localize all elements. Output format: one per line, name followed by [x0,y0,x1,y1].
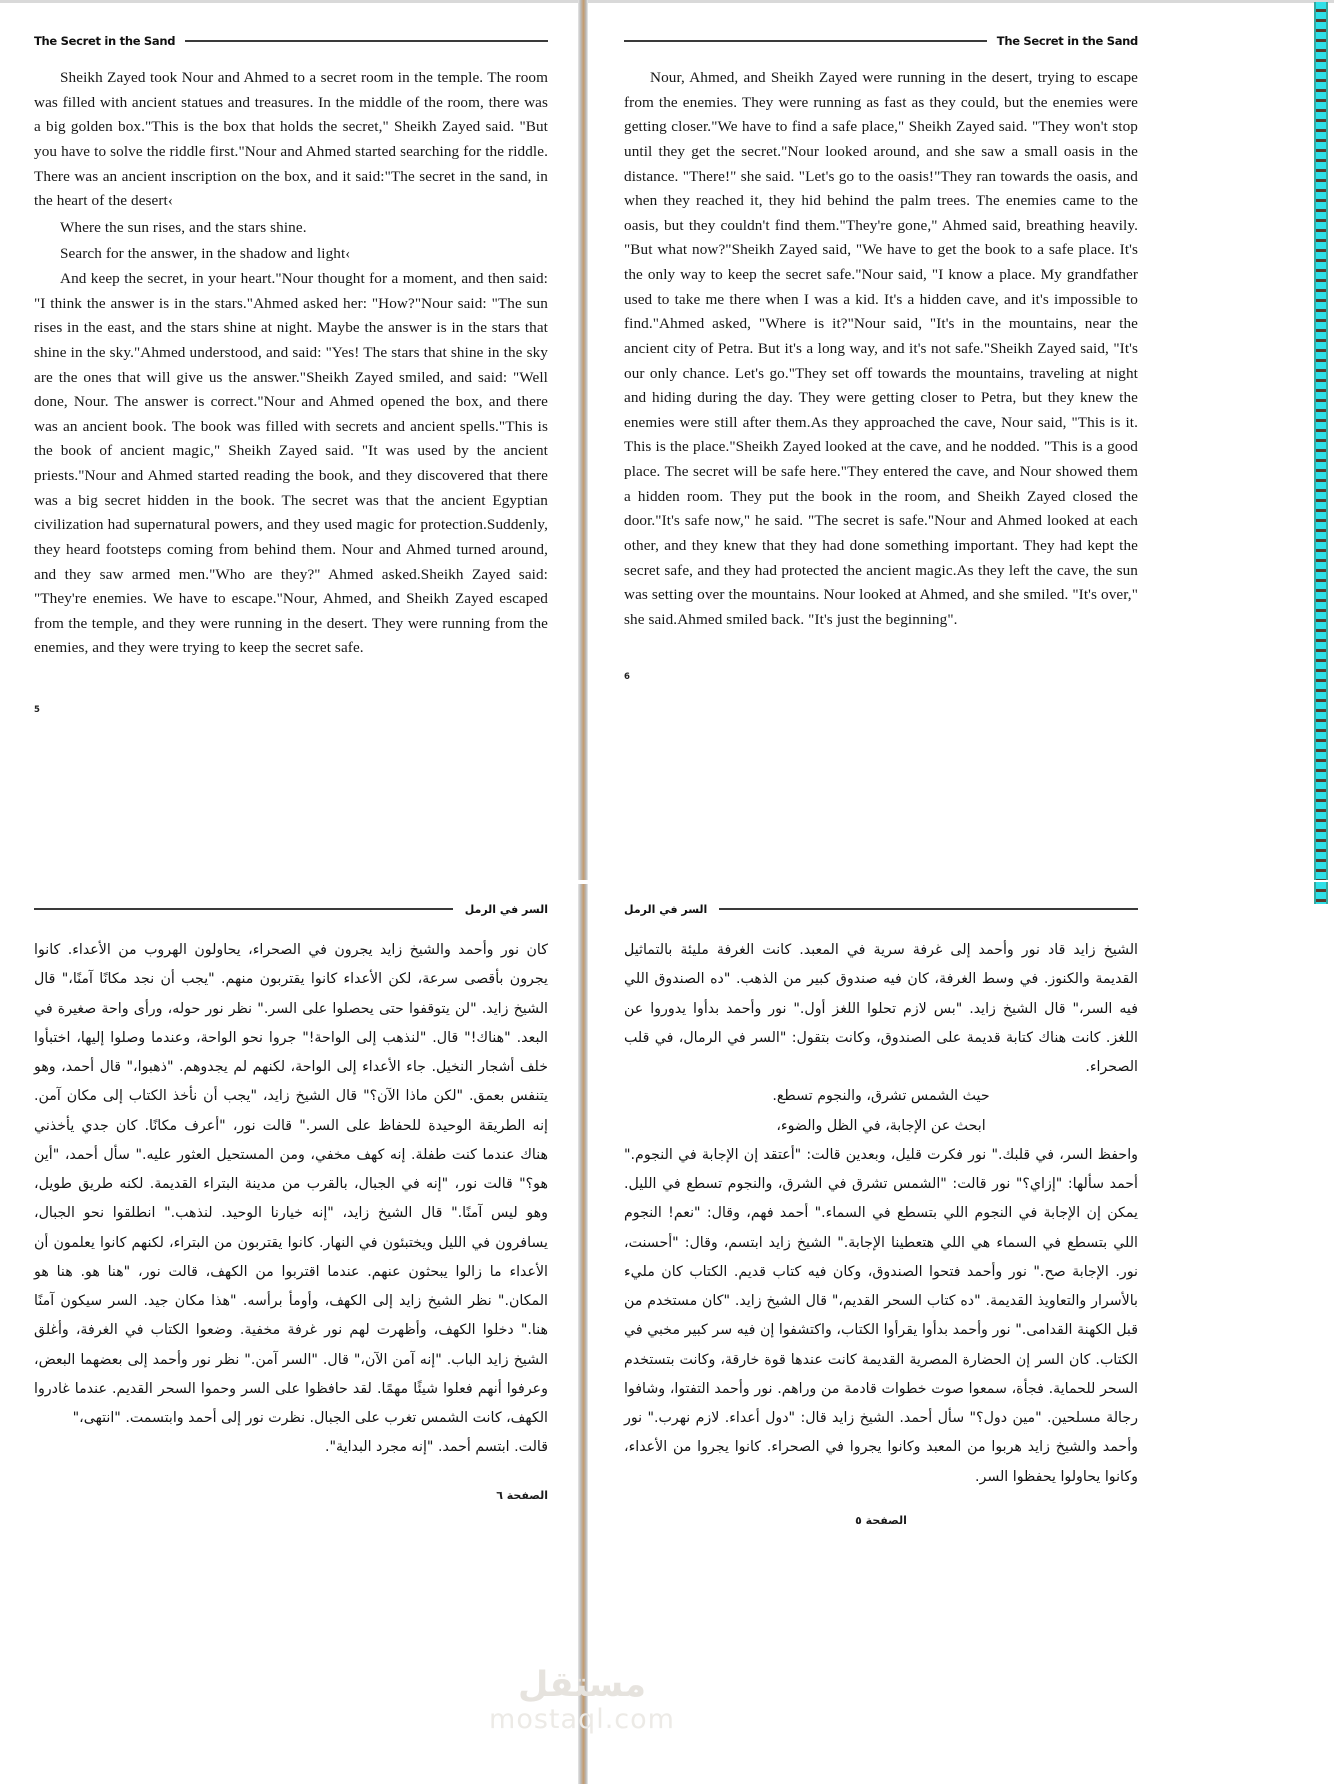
page-ar-right [624,898,1138,1527]
paragraph-ar-verse: حيث الشمس تشرق، والنجوم تسطع. [772,1088,990,1105]
running-head-title-ar: السر في الرمل [464,902,548,916]
body-text-ar-left [34,936,548,1463]
running-head-rule [34,908,453,910]
running-head-title-ar: السر في الرمل [624,902,708,916]
body-text-en-left [34,66,548,661]
running-head-rule [719,908,1138,910]
folio-number-en-left: 5 [34,705,40,715]
running-head-en-left [34,30,548,52]
body-text-en-right [624,66,1138,632]
top-edge-rule [0,0,1334,3]
spine-divider-bottom [578,884,588,1784]
paragraph-ar: الشيخ زايد قاد نور وأحمد إلى غرفة سرية في المعبد. كانت الغرفة مليئة بالتماثيل القديمة والكنوز. في وسط الغرفة، كان فيه صندوق كبير من الذهب. "ده الصندوق اللي فيه السر،" قال الشيخ زايد. "بس لازم تحلوا اللغز أول." نور وأحمد بدأوا يدوروا عن اللغز. كانت هناك كتابة قديمة على الصندوق، وكانت بتقول: "السر في الرمال، في قلب الصحراء. [624,942,1138,1075]
running-head-rule [624,40,987,42]
watermark-latin-text: mostaql.com [489,1704,675,1735]
running-head-rule [185,40,548,42]
paragraph-ar: كان نور وأحمد والشيخ زايد يجرون في الصحراء، يحاولون الهروب من الأعداء. كانوا يجرون بأقصى سرعة، لكن الأعداء كانوا يقتربون منهم. "يجب أن نجد مكانًا آمنًا،" قال الشيخ زايد. "لن يتوقفوا حتى يحصلوا على السر." نظر نور حوله، ورأى واحة صغيرة في البعد. "هناك!" قال. "لنذهب إلى الواحة!" جروا نحو الواحة، وعندما وصلوا إليها، اختبأوا خلف أشجار النخيل. جاء الأعداء إلى الواحة، لكنهم لم يجدوهم. "ذهبوا،" قال أحمد، وهو يتنفس بعمق. "لكن ماذا الآن؟" قال الشيخ زايد، "يجب أن نأخذ الكتاب إلى مكان آمن. إنه الطريقة الوحيدة للحفاظ على السر." قالت نور، "أعرف مكانًا. كان جدي يأخذني هناك عندما كنت طفلة. إنه كهف مخفي، ومن المستحيل العثور عليه." سأل أحمد، "أين هو؟" قالت نور، "إنه في الجبال، بالقرب من مدينة البتراء القديمة. لكنه طريق طويل، وهو ليس آمنًا." قال الشيخ زايد، "إنه خيارنا الوحيد. لنذهب." انطلقوا نحو الجبال، يسافرون في الليل ويختبئون في النهار. كانوا يقتربون من البتراء، لكنهم كانوا يعلمون أن الأعداء ما زالوا يبحثون عنهم. عندما اقتربوا من الكهف، قالت نور، "هنا هو. هنا هو المكان." نظر الشيخ زايد إلى الكهف، وأومأ برأسه. "هذا مكان جيد. السر سيكون آمنًا هنا." دخلوا الكهف، وأظهرت لهم نور غرفة مخفية. وضعوا الكتاب في الغرفة، وأغلق الشيخ زايد الباب. "إنه آمن الآن،" قال. "السر آمن." نظر نور وأحمد إلى بعضهما البعض، وعرفوا أنهم فعلوا شيئًا مهمًا. لقد حافظوا على السر وحموا السحر القديم. عندما غادروا الكهف، كانت الشمس تغرب على الجبال. نظرت نور إلى أحمد وابتسمت. "انتهى،" [34,942,548,1426]
page-en-left [34,30,548,715]
paragraph-ar: واحفظ السر، في قلبك." نور فكرت قليل، وبعدين قالت: "أعتقد إن الإجابة في النجوم." أحمد سألها: "إزاي؟" نور قالت: "الشمس تشرق في الشرق، والنجوم تسطع في الليل. يمكن إن الإجابة في النجوم اللي بتسطع في السماء." أحمد فهم، وقال: "نعم! النجوم اللي بتسطع في السماء هي اللي هتعطينا الإجابة." الشيخ زايد ابتسم، وقال: "أحسنت، نور. الإجابة صح." نور وأحمد فتحوا الصندوق، وكان فيه كتاب قديم. الكتاب كان مليء بالأسرار والتعاويذ القديمة. "ده كتاب السحر القديم،" قال الشيخ زايد. "كان مستخدم من قبل الكهنة القدامى." نور وأحمد بدأوا يقرأوا الكتاب، واكتشفوا إن فيه سر كبير مخبي في الكتاب. كان السر إن الحضارة المصرية القديمة كانت عندها قوة خارقة، وكانت بتستخدم السحر للحماية. فجأة، سمعوا صوت خطوات قادمة من وراهم. نور وأحمد التفتوا، وشافوا رجالة مسلحين. "مين دول؟" سأل أحمد. الشيخ زايد قال: "دول أعداء. لازم نهرب." نور وأحمد والشيخ زايد هربوا من المعبد وكانوا يجروا في الصحراء. كانوا يجروا من الأعداء، وكانوا يحاولوا يحفظوا السر. [624,1146,1138,1485]
running-head-ar-right [624,898,1138,920]
page-edge-ribbon [1314,2,1328,880]
page-footer-ar-right: الصفحة ٥ [855,1513,907,1527]
page-en-right [624,30,1138,682]
paragraph: Nour, Ahmed, and Sheikh Zayed were running in the desert, trying to escape from the enemies. They were running as fast as they could, but the enemies were getting closer."We have to find a safe place," Sheikh Zayed said. "They won't stop until they get the secret."Nour looked around, and she saw a small oasis in the distance. "There!" she said. "Let's go to the oasis!"They ran towards the oasis, and when they reached it, they hid behind the palm trees. The enemies came to the oasis, but they couldn't find them."They're gone," Ahmed said, breathing heavily. "But what now?"Sheikh Zayed said, "We have to get the book to a safe place. It's the only way to keep the secret safe."Nour said, "I know a place. My grandfather used to take me there when I was a kid. It's a hidden cave, and it's impossible to find."Ahmed asked, "Where is it?"Nour said, "It's in the mountains, near the ancient city of Petra. But it's a long way, and it's not safe."Sheikh Zayed said, "It's our only chance. Let's go."They set off towards the mountains, traveling at night and hiding during the day. They were getting closer to Petra, but they knew the enemies were still after them.As they approached the cave, Nour said, "This is it. This is the place."Sheikh Zayed looked at the cave, and he nodded. "This is a good place. The secret will be safe here."They entered the cave, and Nour showed them a hidden room. They put the book in the room, and Sheikh Zayed closed the door."It's safe now," he said. "The secret is safe."Nour and Ahmed looked at each other, and they knew that they had done something important. They had kept the secret safe, and they had protected the ancient magic.As they left the cave, the sun was setting over the mountains. Nour looked at Ahmed, and she smiled. "It's over," she said.Ahmed smiled back. "It's just the beginning". [624,69,1138,628]
folio-number-en-right: 6 [624,672,630,683]
running-head-en-right [624,30,1138,52]
body-text-ar-right [624,936,1138,1492]
running-head-title: The Secret in the Sand [996,34,1138,48]
paragraph-ar: قالت. ابتسم أحمد. "إنه مجرد البداية". [324,1439,548,1456]
paragraph-ar-verse: ابحث عن الإجابة، في الظل والضوء، [776,1117,986,1134]
page-ar-left [34,898,548,1502]
paragraph-verse: Search for the answer, in the shadow and light‹ [60,245,351,263]
running-head-title: The Secret in the Sand [34,34,176,48]
paragraph: And keep the secret, in your heart."Nour thought for a moment, and then said: "I think the answer is in the stars."Ahmed asked her: "How?"Nour said: "The sun rises in the east, and the stars shine at night. Maybe the answer is in the stars that shine in the sky."Ahmed understood, and said: "Yes! The stars that shine in the sky are the ones that will give us the answer."Sheikh Zayed smiled, and said: "Well done, Nour. The answer is correct."Nour and Ahmed opened the box, and there was an ancient book. The book was filled with secrets and ancient spells."This is the book of ancient magic," Sheikh Zayed said. "It was used by the ancient priests."Nour and Ahmed started reading the book, and they discovered that there was a big secret hidden in the book. The secret was that the ancient Egyptian civilization had supernatural powers, and they used magic for protection.Suddenly, they heard footsteps coming from behind them. Nour and Ahmed turned around, and they saw armed men."Who are they?" Ahmed asked.Sheikh Zayed said: "They're enemies. We have to escape."Nour, Ahmed, and Sheikh Zayed escaped from the temple, and they were running in the desert. They were running from the enemies, and they were trying to keep the secret safe. [34,270,548,657]
paragraph: Sheikh Zayed took Nour and Ahmed to a secret room in the temple. The room was filled with ancient statues and treasures. In the middle of the room, there was a big golden box."This is the box that holds the secret," Sheikh Zayed said. "But you have to solve the riddle first."Nour and Ahmed started searching for the riddle. There was an ancient inscription on the box, and it said:"The secret in the sand, in the heart of the desert‹ [34,69,548,210]
page-footer-ar-left: الصفحة ٦ [496,1488,548,1502]
running-head-ar-left [34,898,548,920]
page-edge-ribbon-stub [1314,882,1328,904]
paragraph-verse: Where the sun rises, and the stars shine. [60,218,307,236]
spine-divider-top [578,0,588,880]
watermark-arabic-text: مستقل [517,1665,646,1705]
